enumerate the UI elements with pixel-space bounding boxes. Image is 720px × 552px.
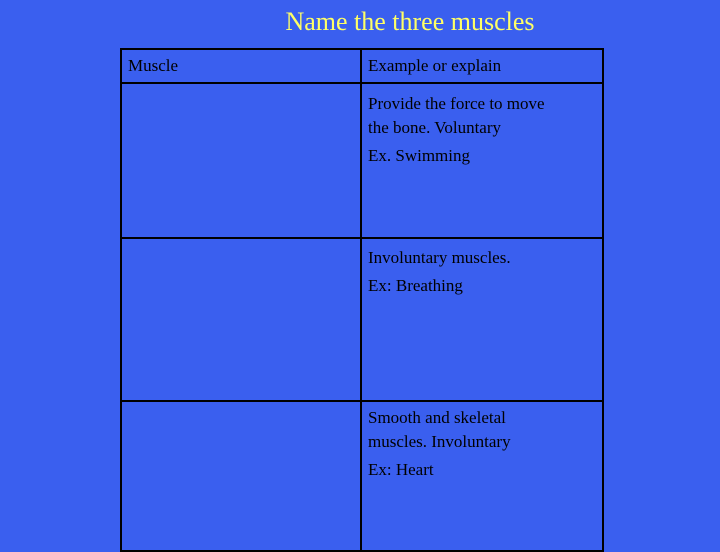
example-cell-3	[361, 401, 603, 551]
example-ex-line: Ex. Swimming	[368, 146, 471, 165]
example-cell-2	[361, 238, 603, 401]
page-title: Name the three muscles	[285, 7, 535, 36]
muscle-cell-3[interactable]	[121, 401, 361, 551]
example-text-line: the bone. Voluntary	[368, 118, 501, 137]
example-text-line: Smooth and skeletal	[368, 408, 506, 427]
table-row	[121, 83, 603, 238]
muscles-table	[120, 48, 604, 552]
table-row	[121, 238, 603, 401]
example-ex-line: Ex: Breathing	[368, 276, 463, 295]
muscle-cell-2[interactable]	[121, 238, 361, 401]
table-header-row	[121, 49, 603, 83]
muscle-cell-1[interactable]	[121, 83, 361, 238]
table-row	[121, 401, 603, 551]
example-text-line: Involuntary muscles.	[368, 248, 511, 267]
example-ex-line: Ex: Heart	[368, 460, 434, 479]
example-text-line: muscles. Involuntary	[368, 432, 511, 451]
header-muscle: Muscle	[121, 49, 361, 83]
header-example: Example or explain	[361, 49, 603, 83]
example-text-line: Provide the force to move	[368, 94, 545, 113]
example-cell-1	[361, 83, 603, 238]
